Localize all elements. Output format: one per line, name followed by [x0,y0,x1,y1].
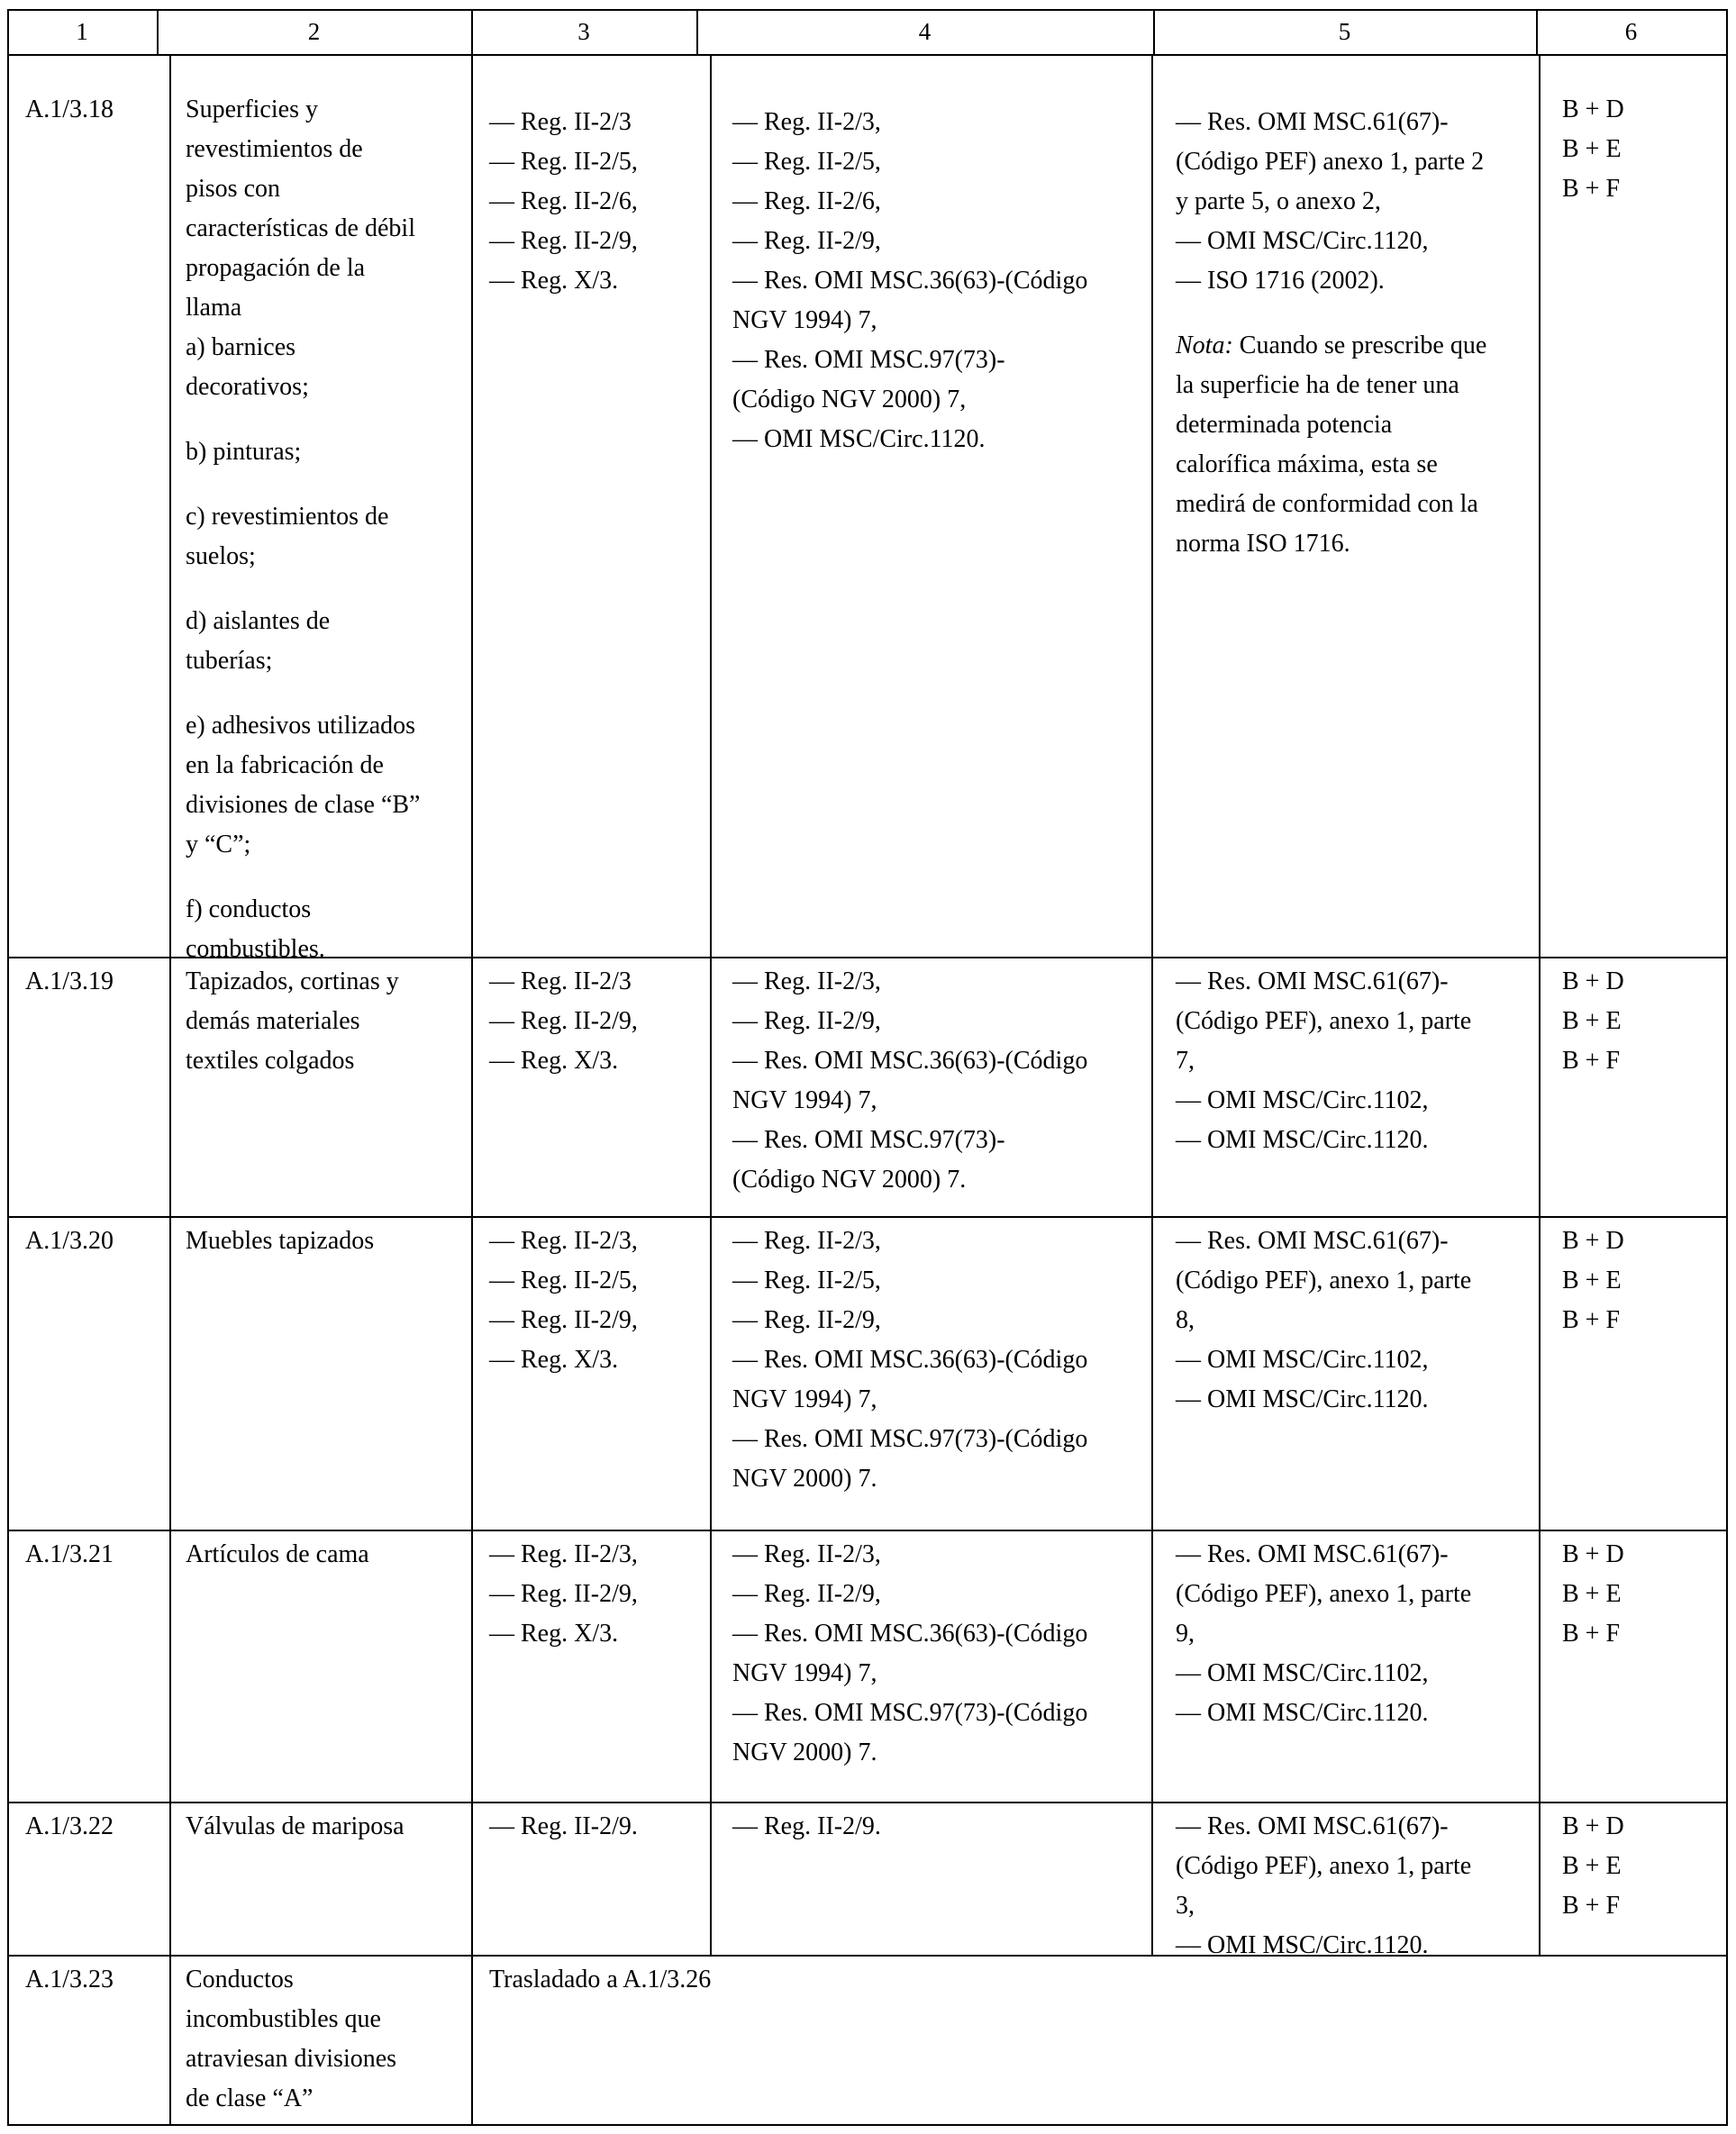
note-line: la superficie ha de tener una [1176,371,1459,399]
item-line: llama [186,294,242,322]
column-divider [1726,1802,1728,1957]
reference-line: — Res. OMI MSC.97(73)-(Código [732,1699,1088,1727]
module-line: B + D [1562,1812,1624,1840]
regulation-line: — Reg. II-2/3 [489,108,632,136]
test-standards [1176,1535,1536,1733]
test-line: — Res. OMI MSC.61(67)- [1176,967,1449,995]
reference-line: (Código NGV 2000) 7, [732,386,967,413]
item-line: Válvulas de mariposa [186,1812,404,1840]
paragraph-gap [186,407,465,432]
column-header: 1 [76,18,88,45]
row-divider [7,54,1728,56]
column-header: 3 [577,18,590,45]
row-code-text: A.1/3.20 [25,1227,114,1255]
subitem-line: y “C”; [186,831,251,858]
regulation-line: — Reg. II-2/9. [489,1812,638,1840]
subitem-line: b) pinturas; [186,438,302,466]
row-divider [7,1216,1728,1218]
row-code [25,1221,160,1261]
reference-line: — Reg. II-2/9, [732,1306,881,1334]
item-line: atraviesan divisiones [186,2045,397,2073]
reference-line: NGV 1994) 7, [732,1659,877,1687]
subitem-line: e) adhesivos utilizados [186,712,416,740]
reference-list [732,1221,1147,1499]
column-divider [169,1802,171,1957]
regulation-line: — Reg. II-2/3, [489,1540,638,1568]
subitem-line: decorativos; [186,373,309,401]
column-divider [1151,1530,1153,1803]
regulation-list [489,1535,705,1654]
reference-line: — OMI MSC/Circ.1120. [732,425,986,453]
test-line: 8, [1176,1306,1195,1334]
paragraph-gap [186,577,465,602]
column-header: 4 [918,18,932,45]
item-description [186,1535,465,1575]
reference-line: — Reg. II-2/3, [732,967,881,995]
item-description [186,1960,465,2119]
item-line: Tapizados, cortinas y [186,967,399,995]
regulation-line: — Reg. II-2/5, [489,1267,638,1294]
note-line: norma ISO 1716. [1176,530,1350,558]
regulation-line: — Reg. X/3. [489,267,619,295]
test-line: — Res. OMI MSC.61(67)- [1176,108,1449,136]
column-divider [169,1216,171,1531]
regulation-line: — Reg. II-2/9, [489,1580,638,1608]
column-divider [1726,54,1728,958]
column-divider [7,957,9,1218]
row-code-text: A.1/3.22 [25,1812,114,1840]
note-label: Nota: [1176,331,1233,359]
test-line: — OMI MSC/Circ.1120, [1176,227,1429,255]
reference-line: — Res. OMI MSC.97(73)-(Código [732,1425,1088,1453]
document-page [7,9,1728,2126]
column-divider [471,1802,473,1957]
module-line: B + E [1562,1580,1622,1608]
reference-line: — Reg. II-2/5, [732,1267,881,1294]
module-line: B + E [1562,135,1622,163]
row-code-text: A.1/3.19 [25,967,114,995]
paragraph-gap [1176,301,1536,326]
module-line: B + F [1562,1047,1621,1075]
paragraph-gap [186,865,465,890]
column-divider [1151,1216,1153,1531]
item-description [186,1807,465,1847]
item-line: revestimientos de [186,135,363,163]
test-line: y parte 5, o anexo 2, [1176,187,1381,215]
conformity-modules [1562,962,1715,1081]
row-divider [7,1802,1728,1803]
item-line: Muebles tapizados [186,1227,375,1255]
row-code-text: A.1/3.18 [25,95,114,123]
reference-line: — Res. OMI MSC.36(63)-(Código [732,267,1088,295]
item-line: pisos con [186,175,280,203]
item-line: propagación de la [186,254,366,282]
column-divider [471,1955,473,2126]
subitem-line: tuberías; [186,647,273,675]
regulation-line: — Reg. X/3. [489,1047,619,1075]
subitem-line: suelos; [186,542,256,570]
column-divider [471,957,473,1218]
item-line: características de débil [186,214,415,242]
column-divider [1151,1802,1153,1957]
module-line: B + D [1562,1227,1624,1255]
reference-line: NGV 1994) 7, [732,1385,877,1413]
reference-line: — Reg. II-2/5, [732,148,881,176]
reference-list [732,1807,1147,1847]
column-divider [1726,957,1728,1218]
regulation-list [489,103,705,301]
row-code [25,1960,160,2000]
conformity-modules [1562,1221,1715,1340]
test-line: (Código PEF), anexo 1, parte [1176,1007,1472,1035]
test-line: (Código PEF), anexo 1, parte [1176,1852,1472,1880]
test-line: (Código PEF), anexo 1, parte [1176,1267,1472,1294]
test-line: — OMI MSC/Circ.1120. [1176,1699,1429,1727]
column-divider [7,1530,9,1803]
regulation-line: — Reg. X/3. [489,1620,619,1648]
test-line: — OMI MSC/Circ.1102, [1176,1086,1429,1114]
column-divider [710,1802,712,1957]
reference-line: NGV 1994) 7, [732,1086,877,1114]
module-line: B + F [1562,175,1621,203]
module-line: B + E [1562,1267,1622,1294]
paragraph-gap [186,472,465,497]
test-line: 7, [1176,1047,1195,1075]
conformity-modules [1562,90,1715,209]
reference-line: NGV 1994) 7, [732,306,877,334]
item-line: de clase “A” [186,2084,314,2112]
subitem-line: a) barnices [186,333,296,361]
reference-line: — Reg. II-2/9, [732,227,881,255]
module-line: B + D [1562,967,1624,995]
reference-line: — Res. OMI MSC.36(63)-(Código [732,1346,1088,1374]
reference-line: — Reg. II-2/3, [732,108,881,136]
test-line: — OMI MSC/Circ.1120. [1176,1931,1429,1959]
reference-line: — Res. OMI MSC.97(73)- [732,1126,1005,1154]
reference-line: — Res. OMI MSC.36(63)-(Código [732,1047,1088,1075]
column-divider [471,54,473,958]
regulation-line: — Reg. II-2/9, [489,1007,638,1035]
reference-line: NGV 2000) 7. [732,1465,877,1493]
column-divider [169,957,171,1218]
column-divider [471,1530,473,1803]
conformity-modules [1562,1807,1715,1926]
column-divider [7,1802,9,1957]
module-line: B + E [1562,1852,1622,1880]
row-code [25,90,160,130]
column-divider [169,1530,171,1803]
column-divider [7,1955,9,2126]
test-line: — Res. OMI MSC.61(67)- [1176,1812,1449,1840]
regulation-list [489,1807,705,1847]
reference-line: (Código NGV 2000) 7. [732,1166,967,1194]
subitem-line: f) conductos [186,895,312,923]
item-description [186,1221,465,1261]
regulation-line: — Reg. II-2/5, [489,148,638,176]
test-line: (Código PEF), anexo 1, parte [1176,1580,1472,1608]
row-code [25,962,160,1002]
row-divider [7,2124,1728,2126]
item-line: demás materiales [186,1007,360,1035]
module-line: B + F [1562,1620,1621,1648]
test-standards [1176,1221,1536,1420]
regulation-list [489,962,705,1081]
subitem-line: en la fabricación de [186,751,384,779]
note-line: medirá de conformidad con la [1176,490,1478,518]
note-line: determinada potencia [1176,411,1393,439]
column-divider [1539,1802,1541,1957]
test-line: (Código PEF) anexo 1, parte 2 [1176,148,1485,176]
column-header: 6 [1624,18,1638,45]
test-line: — OMI MSC/Circ.1102, [1176,1659,1429,1687]
header-divider [1726,9,1728,54]
module-line: B + F [1562,1892,1621,1920]
paragraph-gap [186,681,465,706]
module-line: B + D [1562,95,1624,123]
row-divider [7,1530,1728,1531]
row-code [25,1807,160,1847]
column-divider [1151,957,1153,1218]
row-code-text: A.1/3.23 [25,1966,114,1993]
item-line: incombustibles que [186,2005,381,2033]
item-description [186,90,465,969]
row-code-text: A.1/3.21 [25,1540,114,1568]
column-divider [169,54,171,958]
reference-line: — Reg. II-2/3, [732,1540,881,1568]
column-divider [1726,1216,1728,1531]
column-divider [1151,54,1153,958]
row-code [25,1535,160,1575]
regulation-line: — Reg. II-2/3, [489,1227,638,1255]
reference-list [732,103,1147,459]
reference-line: — Reg. II-2/6, [732,187,881,215]
test-line: — OMI MSC/Circ.1102, [1176,1346,1429,1374]
reference-line: — Reg. II-2/9, [732,1580,881,1608]
module-line: B + E [1562,1007,1622,1035]
item-line: Conductos [186,1966,294,1993]
column-divider [710,1530,712,1803]
column-divider [7,54,9,958]
reference-line: — Reg. II-2/9. [732,1812,881,1840]
item-line: Artículos de cama [186,1540,369,1568]
note-line [1176,326,1536,366]
reference-list [732,962,1147,1200]
column-divider [471,1216,473,1531]
test-line: — Res. OMI MSC.61(67)- [1176,1540,1449,1568]
column-divider [710,957,712,1218]
note-line: calorífica máxima, esta se [1176,450,1438,478]
test-standards [1176,1807,1536,1966]
module-line: B + D [1562,1540,1624,1568]
reference-list [732,1535,1147,1773]
column-divider [7,1216,9,1531]
regulation-line: — Reg. X/3. [489,1346,619,1374]
note-text: Cuando se prescribe que [1232,331,1487,359]
column-divider [1726,1530,1728,1803]
column-divider [710,54,712,958]
reference-line: NGV 2000) 7. [732,1739,877,1766]
module-line: B + F [1562,1306,1621,1334]
subitem-line: d) aislantes de [186,607,331,635]
column-divider [1539,54,1541,958]
reference-line: — Reg. II-2/3, [732,1227,881,1255]
test-line: — OMI MSC/Circ.1120. [1176,1385,1429,1413]
column-divider [1726,1955,1728,2126]
reference-line: — Res. OMI MSC.97(73)- [732,346,1005,374]
column-divider [1539,1216,1541,1531]
regulation-line: — Reg. II-2/3 [489,967,632,995]
test-standards [1176,962,1536,1160]
moved-note [489,1960,1300,2000]
column-divider [169,1955,171,2126]
test-line: — Res. OMI MSC.61(67)- [1176,1227,1449,1255]
subitem-line: divisiones de clase “B” [186,791,421,819]
subitem-line: c) revestimientos de [186,503,389,531]
column-divider [1539,1530,1541,1803]
test-line: — ISO 1716 (2002). [1176,267,1385,295]
subitem-line: combustibles. [186,935,325,963]
test-line: 3, [1176,1892,1195,1920]
regulation-list [489,1221,705,1380]
test-line: — OMI MSC/Circ.1120. [1176,1126,1429,1154]
column-divider [1539,957,1541,1218]
column-header: 5 [1338,18,1351,45]
reference-line: — Reg. II-2/9, [732,1007,881,1035]
column-divider [710,1216,712,1531]
test-standards [1176,103,1536,564]
item-line: textiles colgados [186,1047,355,1075]
moved-text: Trasladado a A.1/3.26 [489,1966,712,1993]
regulation-line: — Reg. II-2/9, [489,1306,638,1334]
reference-line: — Res. OMI MSC.36(63)-(Código [732,1620,1088,1648]
regulation-line: — Reg. II-2/9, [489,227,638,255]
item-line: Superficies y [186,95,318,123]
regulation-line: — Reg. II-2/6, [489,187,638,215]
column-header: 2 [307,18,321,45]
item-description [186,962,465,1081]
conformity-modules [1562,1535,1715,1654]
test-line: 9, [1176,1620,1195,1648]
